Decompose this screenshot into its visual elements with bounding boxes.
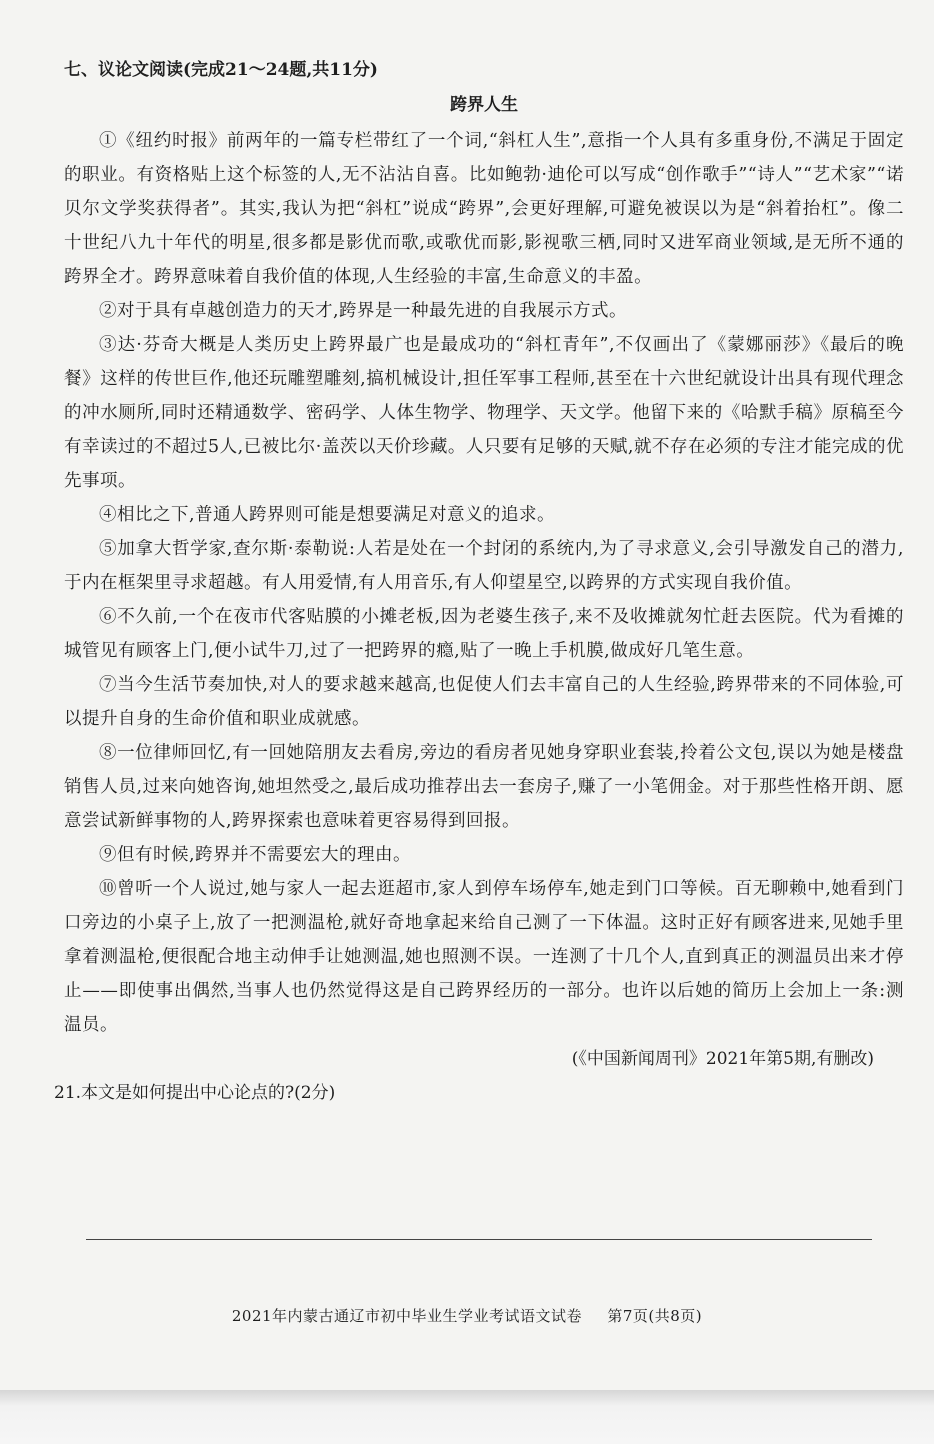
- page-number: 第7页(共8页): [607, 1307, 703, 1325]
- paragraph-8: ⑧一位律师回忆,有一回她陪朋友去看房,旁边的看房者见她身穿职业套装,拎着公文包,误以为她是楼盘销售人员,过来向她咨询,她坦然受之,最后成功推荐出去一套房子,赚了一小笔佣金。对于那些性格开朗、愿意尝试新鲜事物的人,跨界探索也意味着更容易得到回报。: [64, 743, 904, 831]
- page-content: [54, 58, 904, 1110]
- paragraph-7: ⑦当今生活节奏加快,对人的要求越来越高,也促使人们去丰富自己的人生经验,跨界带来的不同体验,可以提升自身的生命价值和职业成就感。: [64, 675, 904, 729]
- paragraph-2: ②对于具有卓越创造力的天才,跨界是一种最先进的自我展示方式。: [99, 301, 628, 321]
- bottom-strip: [0, 1390, 934, 1444]
- section-heading: 七、议论文阅读(完成21～24题,共11分): [64, 60, 378, 80]
- page-footer: [0, 1305, 934, 1327]
- paragraph-3: ③达·芬奇大概是人类历史上跨界最广也是最成功的“斜杠青年”,不仅画出了《蒙娜丽莎》《最后的晚餐》这样的传世巨作,他还玩雕塑雕刻,搞机械设计,担任军事工程师,甚至在十六世纪就设计出具有现代理念的冲水厕所,同时还精通数学、密码学、人体生物学、物理学、天文学。他留下来的《哈默手稿》原稿至今有幸读过的不超过5人,已被比尔·盖茨以天价珍藏。人只要有足够的天赋,就不存在必须的专注才能完成的优先事项。: [64, 335, 904, 491]
- article-source: (《中国新闻周刊》2021年第5期,有删改): [571, 1049, 874, 1069]
- question-21: 21.本文是如何提出中心论点的?(2分): [54, 1083, 336, 1103]
- paragraph-5: ⑤加拿大哲学家,查尔斯·泰勒说:人若是处在一个封闭的系统内,为了寻求意义,会引导激发自己的潜力,于内在框架里寻求超越。有人用爱情,有人用音乐,有人仰望星空,以跨界的方式实现自我价值。: [64, 539, 904, 593]
- exam-title: 2021年内蒙古通辽市初中毕业生学业考试语文试卷: [231, 1307, 583, 1325]
- answer-line: [86, 1239, 872, 1240]
- paragraph-10: ⑩曾听一个人说过,她与家人一起去逛超市,家人到停车场停车,她走到门口等候。百无聊赖中,她看到门口旁边的小桌子上,放了一把测温枪,就好奇地拿起来给自己测了一下体温。这时正好有顾客进来,见她手里拿着测温枪,便很配合地主动伸手让她测温,她也照测不误。一连测了十几个人,直到真正的测温员出来才停止——即使事出偶然,当事人也仍然觉得这是自己跨界经历的一部分。也许以后她的简历上会加上一条:测温员。: [64, 879, 904, 1035]
- paragraph-1: ①《纽约时报》前两年的一篇专栏带红了一个词,“斜杠人生”,意指一个人具有多重身份,不满足于固定的职业。有资格贴上这个标签的人,无不沾沾自喜。比如鲍勃·迪伦可以写成“创作歌手”“诗人”“艺术家”“诺贝尔文学奖获得者”。其实,我认为把“斜杠”说成“跨界”,会更好理解,可避免被误以为是“斜着抬杠”。像二十世纪八九十年代的明星,很多都是影优而歌,或歌优而影,影视歌三栖,同时又进军商业领域,是无所不通的跨界全才。跨界意味着自我价值的体现,人生经验的丰富,生命意义的丰盈。: [64, 131, 904, 287]
- paragraph-9: ⑨但有时候,跨界并不需要宏大的理由。: [99, 845, 412, 865]
- paragraph-4: ④相比之下,普通人跨界则可能是想要满足对意义的追求。: [99, 505, 556, 525]
- paragraph-6: ⑥不久前,一个在夜市代客贴膜的小摊老板,因为老婆生孩子,来不及收摊就匆忙赶去医院。代为看摊的城管见有顾客上门,便小试牛刀,过了一把跨界的瘾,贴了一晚上手机膜,做成好几笔生意。: [64, 607, 904, 661]
- article-title: 跨界人生: [450, 95, 518, 115]
